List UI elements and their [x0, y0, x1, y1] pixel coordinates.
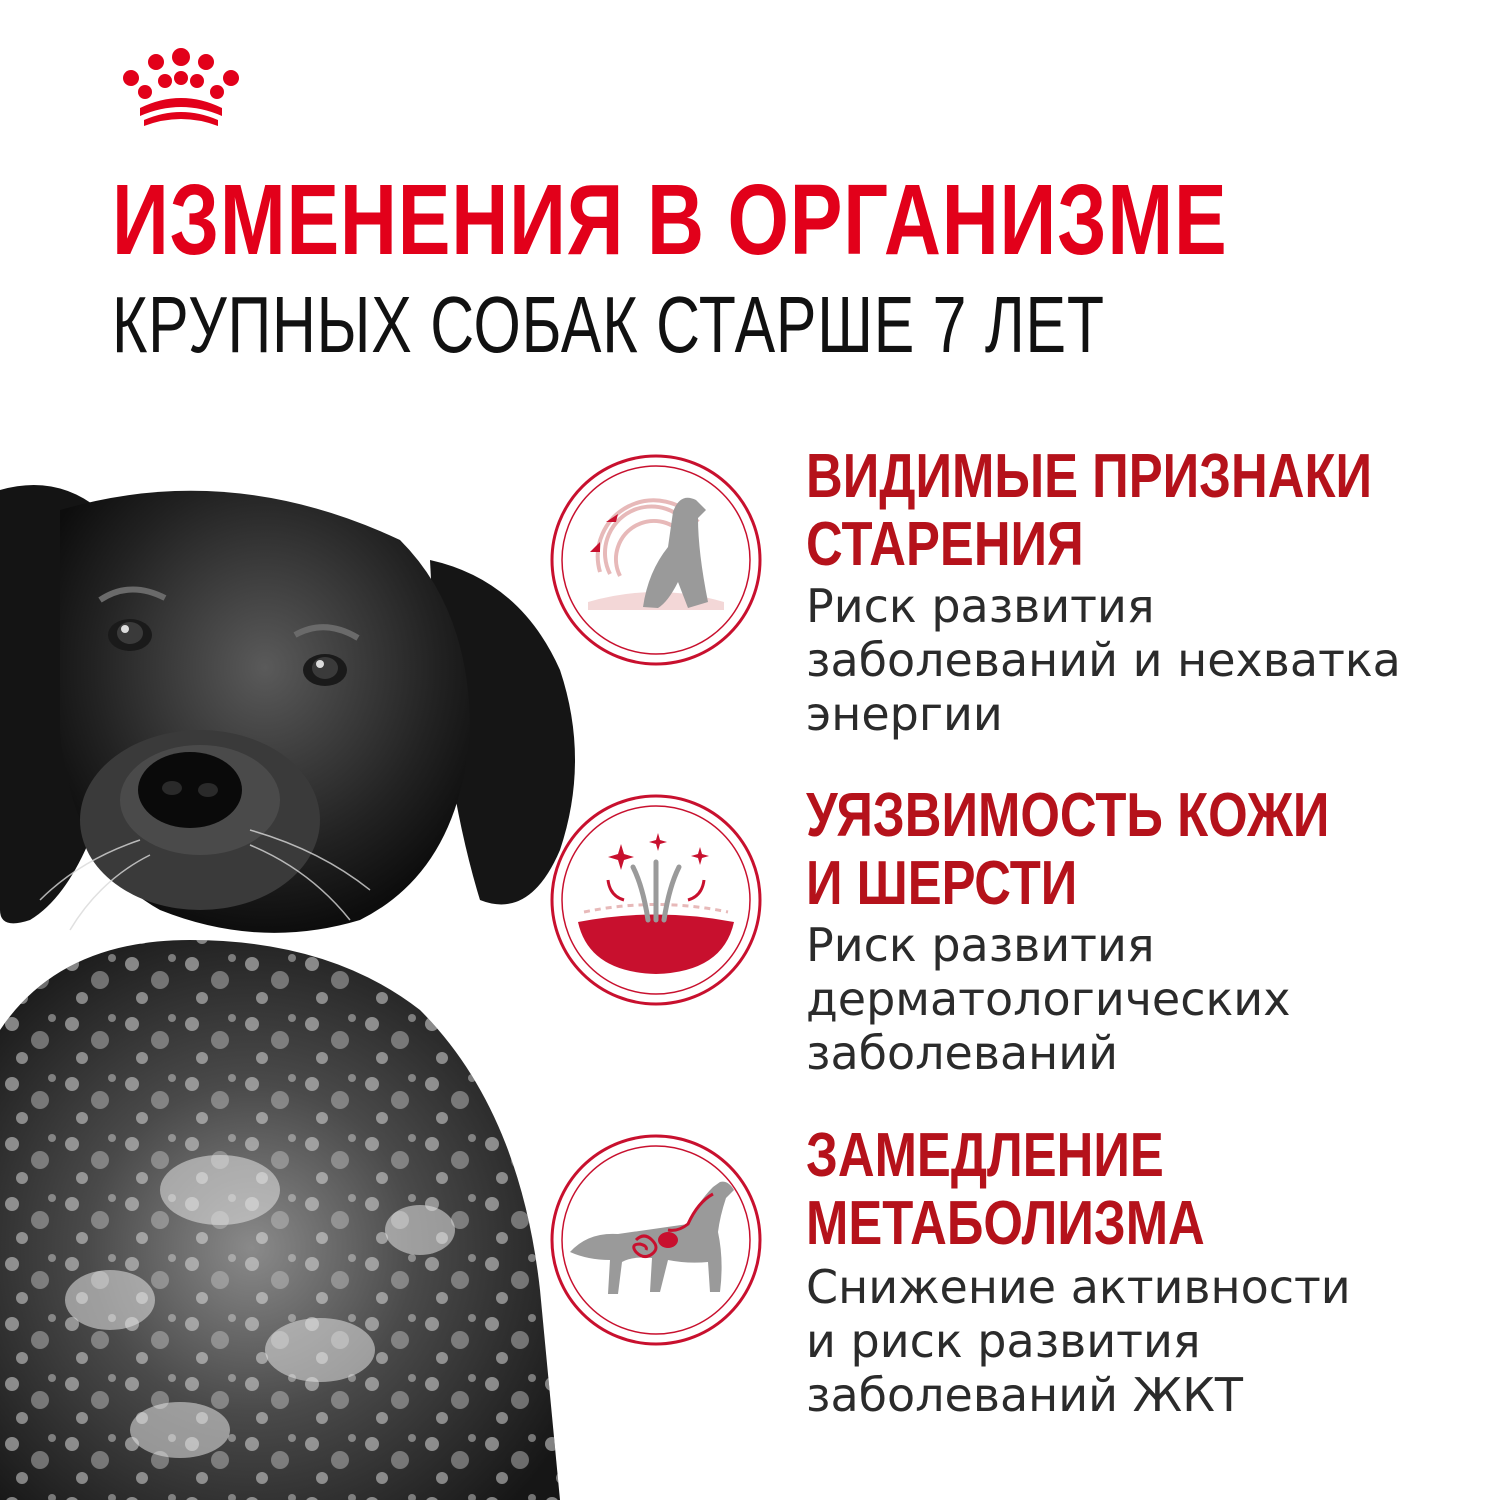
benefit-text-line: Риск развития — [806, 918, 1155, 972]
benefit-text-line: Снижение активности — [806, 1260, 1351, 1314]
page-title: ИЗМЕНЕНИЯ В ОРГАНИЗМЕ — [112, 164, 1228, 276]
skin-hair-icon — [548, 792, 764, 1008]
dog-photo — [0, 470, 600, 1500]
benefit-text-line: заболеваний — [806, 1026, 1119, 1080]
benefit-text-2 — [806, 918, 1290, 1080]
benefit-title-line: И ШЕРСТИ — [806, 849, 1078, 918]
benefit-text-line: заболеваний ЖКТ — [806, 1368, 1243, 1422]
aging-dog-icon — [548, 452, 764, 668]
benefit-text-line: Риск развития — [806, 579, 1155, 633]
benefit-text-line: энергии — [806, 687, 1003, 741]
benefit-title-line: ВИДИМЫЕ ПРИЗНАКИ — [806, 442, 1373, 511]
benefit-title-3 — [806, 1122, 1205, 1258]
benefit-title-line: МЕТАБОЛИЗМА — [806, 1189, 1205, 1258]
benefit-title-line: СТАРЕНИЯ — [806, 510, 1084, 579]
royal-canin-crown-icon — [118, 48, 244, 130]
benefit-title-1 — [806, 443, 1372, 579]
benefit-text-line: заболеваний и нехватка — [806, 633, 1401, 687]
page-subtitle: КРУПНЫХ СОБАК СТАРШЕ 7 ЛЕТ — [112, 280, 1105, 369]
metabolism-dog-icon — [548, 1132, 764, 1348]
benefit-text-3 — [806, 1260, 1351, 1422]
benefit-title-line: ЗАМЕДЛЕНИЕ — [806, 1121, 1164, 1190]
benefit-text-1 — [806, 579, 1401, 741]
benefit-text-line: дерматологических — [806, 972, 1291, 1026]
benefit-title-2 — [806, 782, 1329, 918]
benefit-text-line: и риск развития — [806, 1314, 1201, 1368]
benefit-title-line: УЯЗВИМОСТЬ КОЖИ — [806, 781, 1330, 850]
